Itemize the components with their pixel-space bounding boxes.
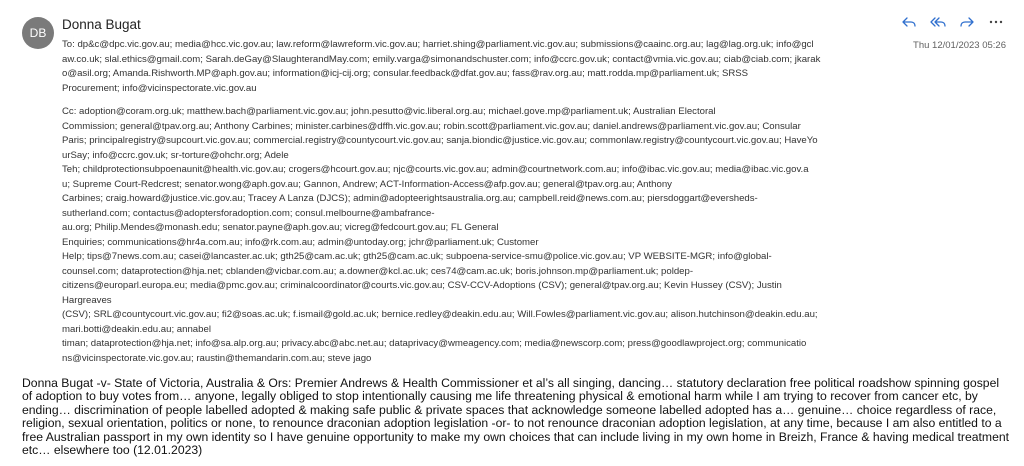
cc-line: ns@vicinspectorate.vic.gov.au; raustin@themandarin.com.au; steve jago — [62, 352, 372, 364]
reply-all-button[interactable] — [928, 12, 948, 32]
cc-line: Enquiries; communications@hr4a.com.au; info@rk.com.au; admin@untoday.org; jchr@parliament.uk; Customer — [62, 236, 539, 248]
cc-line: counsel.com; dataprotection@hja.net; cblanden@vicbar.com.au; a.downer@kcl.ac.uk; ces74@cam.ac.uk; boris.johnson.mp@parliament.uk; poldep- — [62, 265, 694, 277]
cc-line: Carbines; craig.howard@justice.vic.gov.au; Tracey A Lanza (DJCS); admin@adopteerightsaustralia.org.au; campbell.reid@news.com.au; piersdoggart@eversheds- — [62, 193, 758, 204]
recipients — [62, 38, 898, 366]
reply-all-icon — [930, 14, 946, 30]
reply-icon — [901, 14, 917, 30]
cc-recipients[interactable] — [62, 105, 898, 366]
body-line: ending… discrimination of people labelled adopted & making safe public & private spaces that acknowledge someone labelled adopted has a… genuine… choice regardless of race, — [22, 402, 997, 417]
body-line: etc… elsewhere too (12.01.2023) — [22, 443, 203, 458]
to-line: o@asil.org; Amanda.Rishworth.MP@aph.gov.au; information@icj-cij.org; consular.feedback@dfat.gov.au; fass@rav.org.au; matt.rodda.mp@parliament.uk; SRSS — [62, 68, 749, 79]
avatar[interactable] — [22, 17, 54, 49]
forward-icon — [959, 14, 975, 30]
body-line: religion, sexual orientation, politics or none, to renounce draconian adoption legislation -or- to not renounce draconian adoption legislation, at any time, because I am also entitled to a — [22, 416, 1002, 431]
cc-line: Paris; principalregistry@supcourt.vic.gov.au; commercial.registry@countycourt.vic.gov.au; sanja.biondic@justice.vic.gov.au; commonlaw.registry@countycourt.vic.gov.au; HaveYo — [62, 135, 818, 146]
cc-line: u; Supreme Court-Redcrest; senator.wong@aph.gov.au; Gannon, Andrew; ACT-Information-Access@afp.gov.au; general@tpav.org.au; Anthony — [62, 178, 672, 190]
cc-line: Teh; childprotectionsubpoenaunit@health.vic.gov.au; crogers@hcourt.gov.au; njc@courts.vic.gov.au; admin@courtnetwork.com.au; info@ibac.vic.gov.au; media@ibac.vic.gov.a — [62, 164, 809, 175]
cc-line: Commission; general@tpav.org.au; Anthony Carbines; minister.carbines@dffh.vic.gov.au; robin.scott@parliament.vic.gov.au; daniel.andrews@parliament.vic.gov.au; Consular — [62, 120, 801, 132]
to-line: To: dp&c@dpc.vic.gov.au; media@hcc.vic.gov.au; law.reform@lawreform.vic.gov.au; harriet.shing@parliament.vic.gov.au; submissions@caainc.org.au; lag@lag.org.uk; info@gcl — [62, 39, 814, 50]
sender-name[interactable]: Donna Bugat — [62, 17, 141, 32]
cc-line: (CSV); SRL@countycourt.vic.gov.au; fi2@soas.ac.uk; f.ismail@gold.ac.uk; bernice.redley@deakin.edu.au; Will.Fowles@parliament.vic.gov.au; alison.hutchinson@deakin.edu.au; — [62, 309, 818, 320]
cc-line: mari.botti@deakin.edu.au; annabel — [62, 323, 211, 335]
cc-line: urSay; info@ccrc.gov.uk; sr-torture@ohchr.org; Adele — [62, 149, 289, 161]
reply-button[interactable] — [899, 12, 919, 32]
message-actions — [899, 12, 1006, 32]
to-recipients[interactable] — [62, 38, 898, 96]
cc-line: au.org; Philip.Mendes@monash.edu; senator.payne@aph.gov.au; vicreg@fedcourt.gov.au; FL General — [62, 222, 499, 233]
avatar-initials: DB — [29, 26, 47, 40]
more-options-button[interactable] — [986, 12, 1006, 32]
body-line: Donna Bugat -v- State of Victoria, Australia & Ors: Premier Andrews & Health Commissioner et al’s all singing, dancing… statutory declaration free political roadshow spinning gospel — [22, 376, 1000, 390]
cc-line: timan; dataprotection@hja.net; info@sa.alp.org.au; privacy.abc@abc.net.au; dataprivacy@wmeagency.com; media@newscorp.com; press@goodlawproject.org; communicatio — [62, 338, 807, 349]
cc-line: Help; tips@7news.com.au; casei@lancaster.ac.uk; gth25@cam.ac.uk; gth25@cam.ac.uk; subpoena-service-smu@police.vic.gov.au; VP WEBSITE-MGR; info@global- — [62, 251, 772, 262]
sent-date: Thu 12/01/2023 05:26 — [913, 40, 1006, 51]
cc-line: sutherland.com; contactus@adoptersforadoption.com; consul.melbourne@ambafrance- — [62, 207, 435, 219]
body-line: free Australian passport in my own identity so I have genuine opportunity to make my own choices that can include living in my own home in Breizh, France & having medical treatment — [22, 429, 1010, 444]
more-icon — [988, 14, 1004, 30]
forward-button[interactable] — [957, 12, 977, 32]
cc-line: Hargreaves — [62, 294, 112, 306]
cc-line: Cc: adoption@coram.org.uk; matthew.bach@parliament.vic.gov.au; john.pesutto@vic.liberal.org.au; michael.gove.mp@parliament.uk; Australian Electoral — [62, 106, 716, 117]
body-line: of adoption to buy votes from… anyone, legally obliged to stop intentionally causing me life threatening physical & emotional harm while I am trying to recover from cancer etc, by — [22, 389, 978, 404]
message-body — [22, 377, 1012, 457]
to-line: aw.co.uk; slal.ethics@gmail.com; Sarah.deGay@SlaughterandMay.com; emily.varga@simonandschuster.com; info@ccrc.gov.uk; contact@vmia.vic.gov.au; ciab@ciab.com; jkarak — [62, 53, 821, 65]
cc-line: citizens@europarl.europa.eu; media@pmc.gov.au; criminalcoordinator@courts.vic.gov.au; CSV-CCV-Adoptions (CSV); general@tpav.org.au; Kevin Hussey (CSV); Justin — [62, 280, 782, 291]
to-line: Procurement; info@vicinspectorate.vic.gov.au — [62, 82, 257, 94]
